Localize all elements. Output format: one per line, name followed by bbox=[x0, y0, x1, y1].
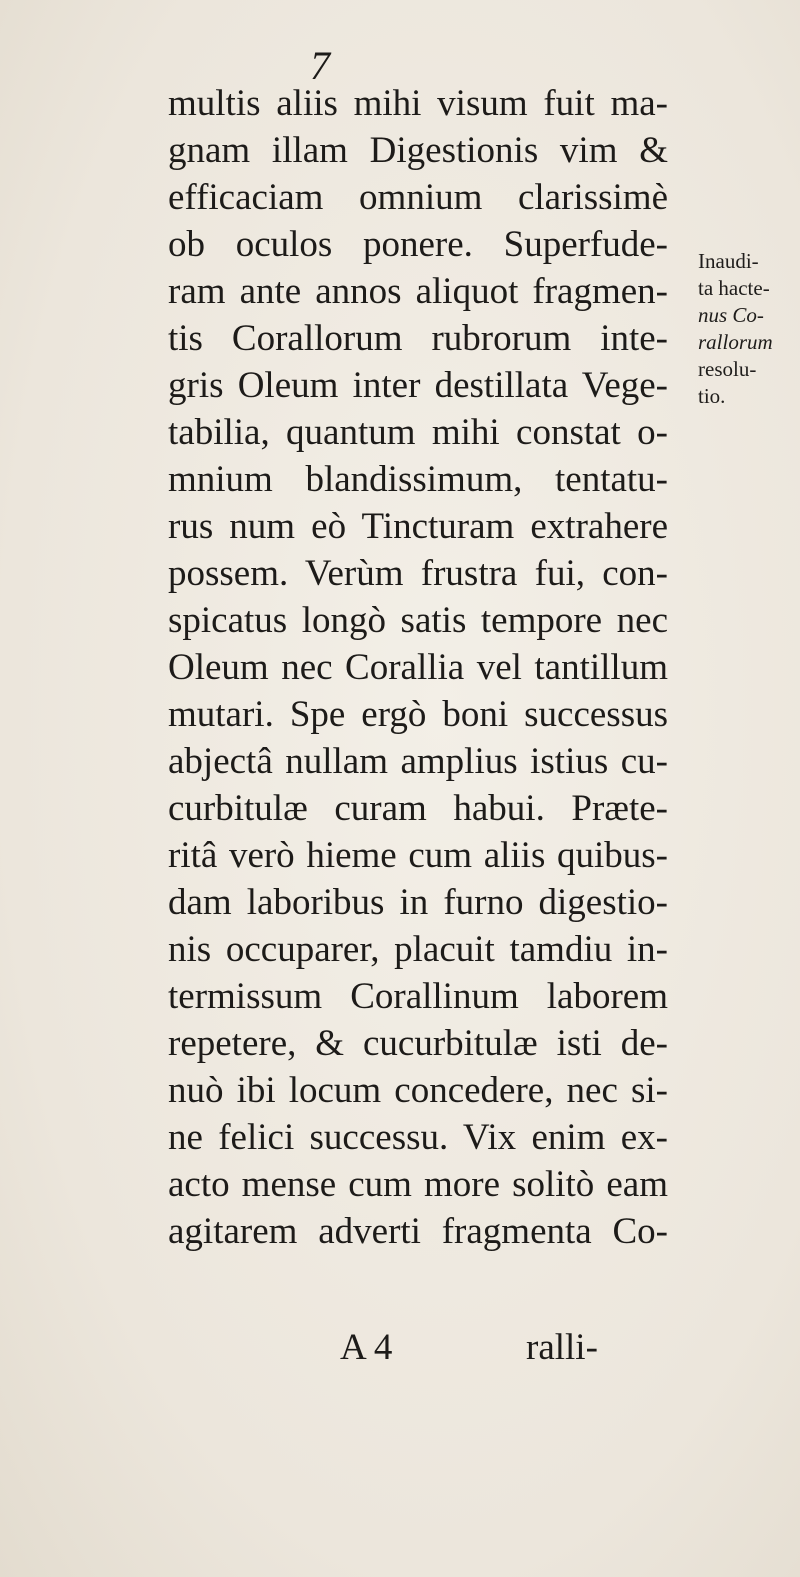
marginal-note-line: resolu- bbox=[698, 357, 757, 381]
text-line: gris Oleum inter destillata Vege- bbox=[168, 365, 668, 406]
marginal-note-line: rallorum bbox=[698, 330, 773, 354]
text-line: multis aliis mihi visum fuit ma- bbox=[168, 83, 668, 124]
text-line: repetere, & cucurbitulæ isti de- bbox=[168, 1023, 668, 1064]
text-line: ne felici successu. Vix enim ex- bbox=[168, 1117, 668, 1158]
page-footer bbox=[168, 1324, 668, 1371]
marginal-note-line: ta hacte- bbox=[698, 276, 770, 300]
text-line: efficaciam omnium clarissimè bbox=[168, 177, 668, 218]
text-line: possem. Verùm frustra fui, con- bbox=[168, 553, 668, 594]
text-line: tabilia, quantum mihi constat o- bbox=[168, 412, 668, 453]
text-line: spicatus longò satis tempore nec bbox=[168, 600, 668, 641]
text-line: acto mense cum more solitò eam bbox=[168, 1164, 668, 1205]
main-text-block bbox=[168, 80, 668, 1255]
text-line: nis occuparer, placuit tamdiu in- bbox=[168, 929, 668, 970]
text-line: dam laboribus in furno digestio- bbox=[168, 882, 668, 923]
catchword: ralli- bbox=[526, 1327, 598, 1368]
text-line: nuò ibi locum concedere, nec si- bbox=[168, 1070, 668, 1111]
marginal-note-line: nus Co- bbox=[698, 303, 764, 327]
text-line: rus num eò Tincturam extrahere bbox=[168, 506, 668, 547]
text-line: ram ante annos aliquot fragmen- bbox=[168, 271, 668, 312]
text-line: ritâ verò hieme cum aliis quibus- bbox=[168, 835, 668, 876]
signature-mark: A 4 bbox=[340, 1327, 393, 1368]
text-line: ob oculos ponere. Superfude- bbox=[168, 224, 668, 265]
text-line: curbitulæ curam habui. Præte- bbox=[168, 788, 668, 829]
text-line: mnium blandissimum, tentatu- bbox=[168, 459, 668, 500]
marginal-note-line: Inaudi- bbox=[698, 249, 759, 273]
marginal-note bbox=[698, 248, 798, 410]
text-line: Oleum nec Corallia vel tantillum bbox=[168, 647, 668, 688]
text-line: termissum Corallinum laborem bbox=[168, 976, 668, 1017]
text-line: agitarem adverti fragmenta Co- bbox=[168, 1211, 668, 1252]
text-line: abjectâ nullam amplius istius cu- bbox=[168, 741, 668, 782]
marginal-note-line: tio. bbox=[698, 384, 726, 408]
page-number: 7 bbox=[310, 43, 330, 88]
text-line: gnam illam Digestionis vim & bbox=[168, 130, 668, 171]
text-line: tis Corallorum rubrorum inte- bbox=[168, 318, 668, 359]
text-line: mutari. Spe ergò boni successus bbox=[168, 694, 668, 735]
